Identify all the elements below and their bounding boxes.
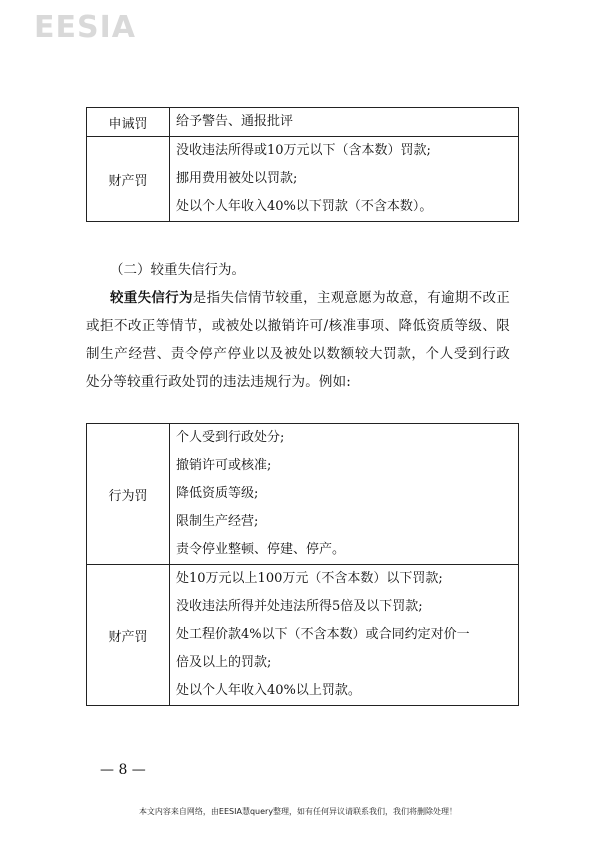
list-item: 降低资质等级; xyxy=(176,486,259,501)
table-row xyxy=(87,108,519,137)
footer-disclaimer: 本文内容来自网络，由EESIA慧query整理，如有任何异议请联系我们，我们将删除处理！ xyxy=(138,807,458,816)
items-cell xyxy=(170,424,519,565)
page-number: — 8 — xyxy=(100,762,146,778)
penalty-table-1 xyxy=(86,107,519,222)
penalty-table-2 xyxy=(86,423,519,706)
list-item: 处以个人年收入40%以上罚款。 xyxy=(176,683,361,698)
items-cell xyxy=(170,565,519,706)
table-row xyxy=(87,137,519,222)
list-item: 给予警告、通报批评 xyxy=(176,114,294,129)
list-item: 挪用费用被处以罚款; xyxy=(176,171,298,186)
list-item: 处工程价款4%以下（不含本数）或合同约定对价一 xyxy=(176,627,470,642)
list-item: 没收违法所得或10万元以下（含本数）罚款; xyxy=(176,143,431,158)
category-cell: 申诫罚 xyxy=(87,108,170,137)
category-cell: 财产罚 xyxy=(87,137,170,222)
list-item: 处10万元以上100万元（不含本数）以下罚款; xyxy=(176,571,443,586)
section-heading: （二）较重失信行为。 xyxy=(110,262,245,278)
eesia-logo: EESIA xyxy=(34,10,136,45)
list-item: 撤销许可或核准; xyxy=(176,458,272,473)
category-cell: 财产罚 xyxy=(87,565,170,706)
bold-term: 较重失信行为 xyxy=(110,290,193,306)
table-row xyxy=(87,424,519,565)
category-cell: 行为罚 xyxy=(87,424,170,565)
list-item: 倍及以上的罚款; xyxy=(176,655,272,670)
list-item: 处以个人年收入40%以下罚款（不含本数）。 xyxy=(176,199,433,214)
list-item: 责令停业整顿、停建、停产。 xyxy=(176,542,346,557)
items-cell xyxy=(170,108,519,137)
list-item: 个人受到行政处分; xyxy=(176,430,285,445)
table-row xyxy=(87,565,519,706)
list-item: 限制生产经营; xyxy=(176,514,259,529)
items-cell xyxy=(170,137,519,222)
section-body xyxy=(86,284,510,396)
list-item: 没收违法所得并处违法所得5倍及以下罚款; xyxy=(176,599,423,614)
body-text: 是指失信情节较重，主观意愿为故意，有逾期不改正或拒不改正等情节，或被处以撤销许可/核准事项、降低资质等级、限制生产经营、责令停产停业以及被处以数额较大罚款，个人受到行政处分等较重行政处罚的违法违规行为。例如: xyxy=(86,290,510,390)
